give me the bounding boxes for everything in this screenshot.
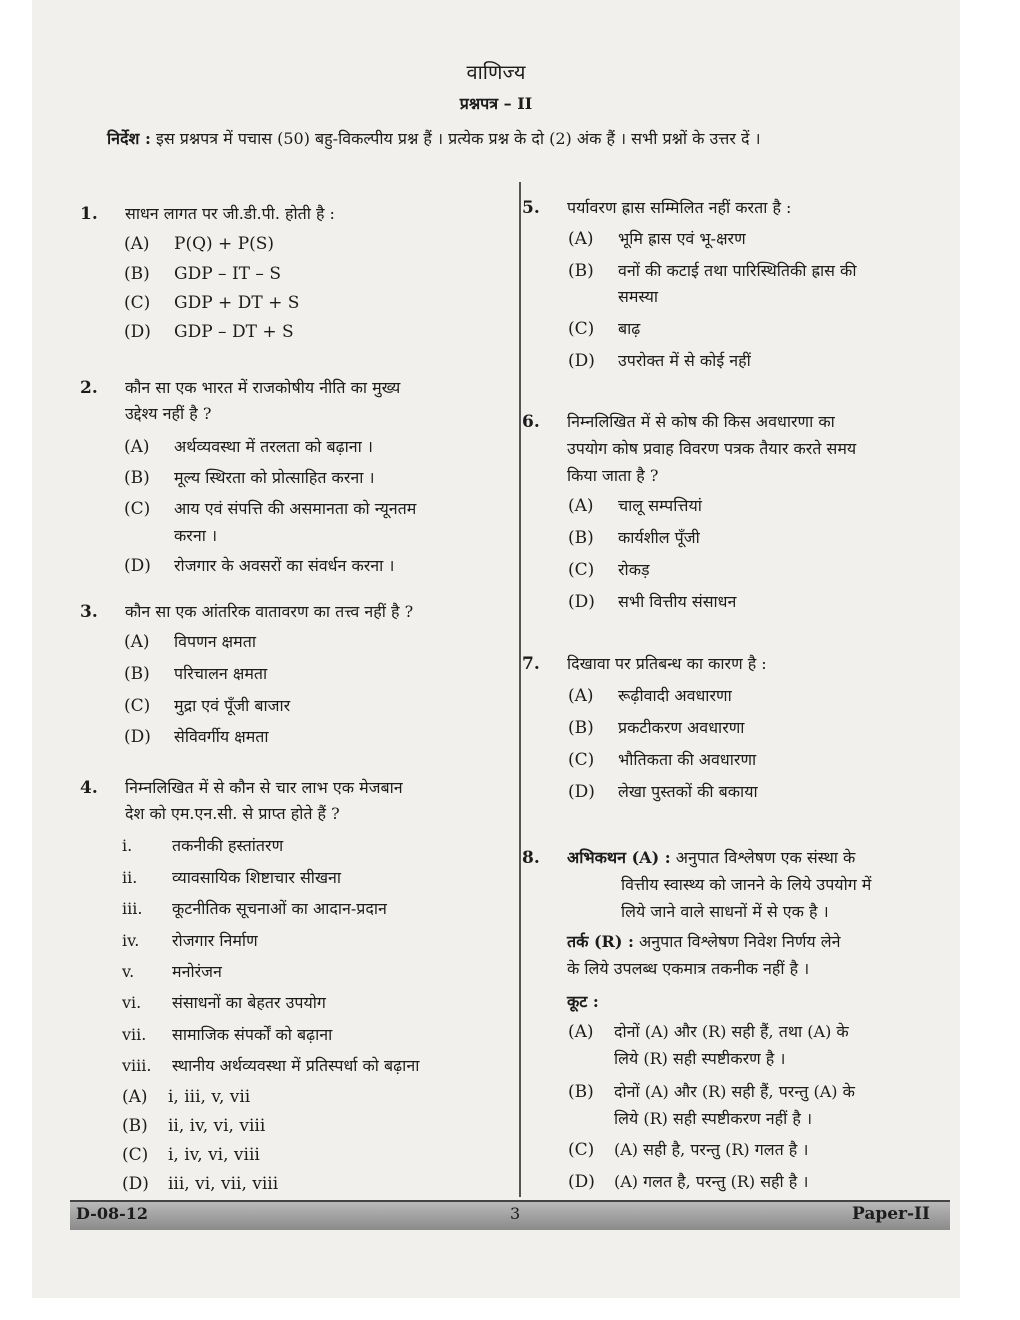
question-5 bbox=[522, 196, 942, 222]
option-text: वनों की कटाई तथा पारिस्थितिकी ह्रास की bbox=[618, 261, 857, 280]
option-text: अर्थव्यवस्था में तरलता को बढ़ाना । bbox=[174, 437, 373, 456]
option-label: (B) bbox=[568, 528, 594, 548]
option-label: (B) bbox=[568, 261, 594, 281]
option-label: (B) bbox=[568, 1082, 594, 1102]
column-divider bbox=[519, 182, 521, 1197]
option-label: (A) bbox=[568, 1022, 594, 1042]
footer-code: D-08-12 bbox=[76, 1204, 148, 1223]
option-label: (A) bbox=[568, 496, 594, 516]
question-stem-line-1: निम्नलिखित में से कोष की किस अवधारणा का bbox=[567, 412, 835, 431]
question-stem-line-2: देश को एम.एन.सी. से प्राप्त होते हैं ? bbox=[125, 804, 340, 823]
question-number: 7. bbox=[522, 654, 540, 674]
statement-label: vii. bbox=[122, 1025, 147, 1044]
option-text-line-2: समस्या bbox=[618, 287, 659, 306]
option-text: GDP – IT – S bbox=[174, 264, 281, 284]
statement-label: viii. bbox=[122, 1056, 152, 1075]
question-number: 4. bbox=[80, 778, 98, 798]
statement-text: मनोरंजन bbox=[172, 962, 222, 981]
option-label: (D) bbox=[124, 322, 151, 342]
statement-text: कूटनीतिक सूचनाओं का आदान-प्रदान bbox=[172, 899, 387, 918]
option-text: उपरोक्त में से कोई नहीं bbox=[618, 351, 751, 370]
page-number: 3 bbox=[510, 1204, 521, 1223]
statement-label: i. bbox=[122, 836, 133, 855]
instructions-label: निर्देश : bbox=[107, 129, 151, 148]
instructions-text: इस प्रश्नपत्र में पचास (50) बहु-विकल्पीय प्रश्न हैं । प्रत्येक प्रश्न के दो (2) अंक हैं । सभी प्रश्नों के उत्तर दें । bbox=[155, 129, 761, 148]
option-label: (D) bbox=[568, 1172, 595, 1192]
question-8 bbox=[522, 846, 942, 926]
statement-text: सामाजिक संपर्कों को बढ़ाना bbox=[172, 1025, 333, 1044]
option-label: (B) bbox=[568, 718, 594, 738]
option-text: भौतिकता की अवधारणा bbox=[618, 750, 757, 769]
option-text-line-2: करना । bbox=[174, 526, 218, 545]
reason bbox=[567, 930, 947, 984]
statement-text: व्यावसायिक शिष्टाचार सीखना bbox=[172, 868, 342, 887]
statement-label: v. bbox=[122, 962, 135, 981]
option-text: आय एवं संपत्ति की असमानता को न्यूनतम bbox=[174, 499, 417, 518]
question-stem-line-3: किया जाता है ? bbox=[567, 466, 659, 485]
option-text: भूमि ह्रास एवं भू-क्षरण bbox=[618, 229, 746, 248]
option-label: (A) bbox=[568, 229, 594, 249]
option-label: (A) bbox=[122, 1087, 148, 1107]
assertion-line-3: लिये जाने वाले साधनों में से एक है । bbox=[621, 902, 829, 921]
option-text: रूढ़ीवादी अवधारणा bbox=[618, 686, 732, 705]
option-text: GDP + DT + S bbox=[174, 293, 300, 313]
option-label: (D) bbox=[122, 1174, 149, 1194]
option-text: i, iii, v, vii bbox=[168, 1087, 251, 1107]
question-number: 2. bbox=[80, 378, 98, 398]
statement-text: स्थानीय अर्थव्यवस्था में प्रतिस्पर्धा को बढ़ाना bbox=[172, 1056, 420, 1075]
question-stem-line-2: उपयोग कोष प्रवाह विवरण पत्रक तैयार करते समय bbox=[567, 439, 857, 458]
option-text: मुद्रा एवं पूँजी बाजार bbox=[174, 696, 291, 715]
option-text: सभी वित्तीय संसाधन bbox=[618, 592, 737, 611]
option-label: (B) bbox=[124, 664, 150, 684]
option-text: i, iv, vi, viii bbox=[168, 1145, 260, 1165]
assertion-line-2: वित्तीय स्वास्थ्य को जानने के लिये उपयोग में bbox=[621, 875, 872, 894]
question-stem-line-1: कौन सा एक भारत में राजकोषीय नीति का मुख्य bbox=[125, 378, 401, 397]
option-text: रोजगार के अवसरों का संवर्धन करना । bbox=[174, 556, 395, 575]
option-label: (D) bbox=[124, 556, 151, 576]
option-text: कार्यशील पूँजी bbox=[618, 528, 700, 547]
option-text: चालू सम्पत्तियां bbox=[618, 496, 702, 515]
option-text: विपणन क्षमता bbox=[174, 632, 256, 651]
option-label: (A) bbox=[568, 686, 594, 706]
question-stem: कौन सा एक आंतरिक वातावरण का तत्त्व नहीं है ? bbox=[125, 602, 414, 621]
codes-label bbox=[567, 990, 599, 1014]
exam-page bbox=[32, 0, 960, 1298]
option-text: (A) सही है, परन्तु (R) गलत है । bbox=[614, 1140, 809, 1159]
statement-text: संसाधनों का बेहतर उपयोग bbox=[172, 993, 326, 1012]
question-7 bbox=[522, 652, 942, 678]
statement-label: iv. bbox=[122, 931, 140, 950]
option-text: GDP – DT + S bbox=[174, 322, 294, 342]
option-label: (B) bbox=[122, 1116, 148, 1136]
question-stem: पर्यावरण ह्रास सम्मिलित नहीं करता है : bbox=[567, 198, 792, 217]
question-number: 8. bbox=[522, 848, 540, 868]
assertion-label: अभिकथन (A) : bbox=[567, 848, 671, 867]
question-number: 5. bbox=[522, 198, 540, 218]
option-text: मूल्य स्थिरता को प्रोत्साहित करना । bbox=[174, 468, 375, 487]
option-label: (C) bbox=[122, 1145, 149, 1165]
statement-label: iii. bbox=[122, 899, 143, 918]
option-label: (B) bbox=[124, 264, 150, 284]
option-text: लेखा पुस्तकों की बकाया bbox=[618, 782, 758, 801]
option-label: (B) bbox=[124, 468, 150, 488]
option-text-line-2: लिये (R) सही स्पष्टीकरण है । bbox=[614, 1049, 786, 1068]
option-label: (C) bbox=[124, 293, 151, 313]
question-3 bbox=[80, 600, 500, 626]
reason-line-1: अनुपात विश्लेषण निवेश निर्णय लेने bbox=[639, 932, 841, 951]
statement-text: रोजगार निर्माण bbox=[172, 931, 258, 950]
reason-line-2: के लिये उपलब्ध एकमात्र तकनीक नहीं है । bbox=[567, 959, 810, 978]
question-stem: दिखावा पर प्रतिबन्ध का कारण है : bbox=[567, 654, 767, 673]
statement-label: ii. bbox=[122, 868, 138, 887]
option-text: दोनों (A) और (R) सही हैं, परन्तु (A) के bbox=[614, 1082, 855, 1101]
assertion-line-1: अनुपात विश्लेषण एक संस्था के bbox=[675, 848, 856, 867]
footer-paper-label: Paper-II bbox=[852, 1204, 930, 1224]
option-text: (A) गलत है, परन्तु (R) सही है । bbox=[614, 1172, 809, 1191]
option-label: (C) bbox=[568, 319, 595, 339]
option-label: (A) bbox=[124, 632, 150, 652]
option-text: प्रकटीकरण अवधारणा bbox=[618, 718, 745, 737]
option-label: (A) bbox=[124, 234, 150, 254]
question-number: 1. bbox=[80, 204, 98, 224]
reason-label: तर्क (R) : bbox=[567, 932, 634, 951]
option-text-line-2: लिये (R) सही स्पष्टीकरण नहीं है । bbox=[614, 1109, 813, 1128]
option-text: P(Q) + P(S) bbox=[174, 234, 275, 254]
paper-title: प्रश्नपत्र – II bbox=[459, 94, 533, 113]
question-stem-line-1: निम्नलिखित में से कौन से चार लाभ एक मेजबान bbox=[125, 778, 403, 797]
question-2 bbox=[80, 376, 500, 432]
option-label: (C) bbox=[124, 499, 151, 519]
codes-label-text: कूट : bbox=[567, 992, 599, 1011]
option-text: परिचालन क्षमता bbox=[174, 664, 268, 683]
option-text: बाढ़ bbox=[618, 319, 641, 338]
option-label: (A) bbox=[124, 437, 150, 457]
option-label: (D) bbox=[124, 727, 151, 747]
option-label: (D) bbox=[568, 351, 595, 371]
option-label: (C) bbox=[568, 750, 595, 770]
question-number: 3. bbox=[80, 602, 98, 622]
option-label: (C) bbox=[568, 560, 595, 580]
option-text: iii, vi, vii, viii bbox=[168, 1174, 279, 1194]
option-label: (D) bbox=[568, 592, 595, 612]
statement-label: vi. bbox=[122, 993, 142, 1012]
subject-title: वाणिज्य bbox=[466, 60, 526, 84]
question-stem: साधन लागत पर जी.डी.पी. होती है : bbox=[125, 204, 335, 223]
question-number: 6. bbox=[522, 412, 540, 432]
instructions bbox=[107, 127, 927, 149]
question-6 bbox=[522, 410, 942, 490]
option-text: रोकड़ bbox=[618, 560, 650, 579]
option-label: (D) bbox=[568, 782, 595, 802]
question-stem-line-2: उद्देश्य नहीं है ? bbox=[125, 404, 212, 423]
option-text: सेविवर्गीय क्षमता bbox=[174, 727, 269, 746]
option-label: (C) bbox=[568, 1140, 595, 1160]
statement-text: तकनीकी हस्तांतरण bbox=[172, 836, 284, 855]
question-4 bbox=[80, 776, 500, 832]
option-label: (C) bbox=[124, 696, 151, 716]
option-text: ii, iv, vi, viii bbox=[168, 1116, 266, 1136]
option-text: दोनों (A) और (R) सही हैं, तथा (A) के bbox=[614, 1022, 849, 1041]
